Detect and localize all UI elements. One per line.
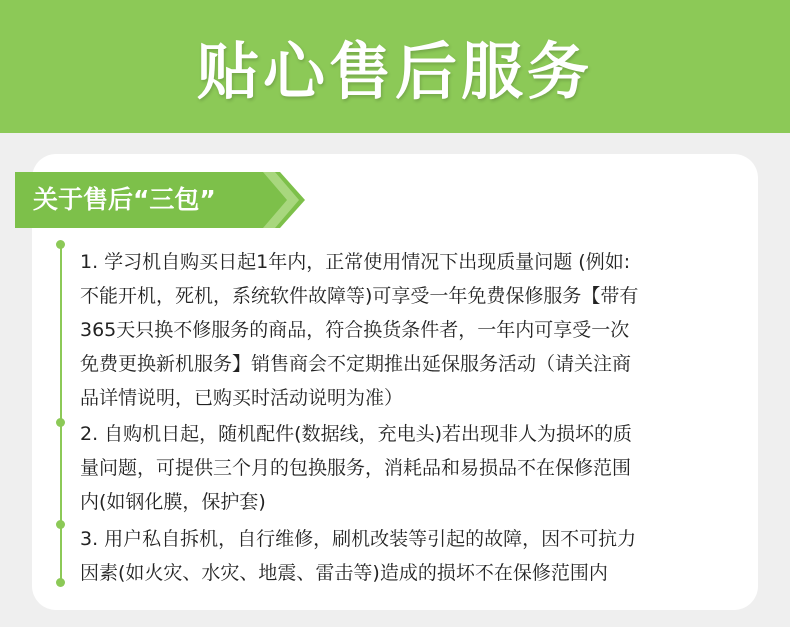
item-line: 量问题，可提供三个月的包换服务，消耗品和易损品不在保修范围 — [80, 457, 632, 479]
timeline-dot — [56, 240, 65, 249]
section-badge — [15, 172, 305, 228]
item-line: 因素(如火灾、水灾、地震、雷击等)造成的损坏不在保修范围内 — [80, 562, 608, 584]
page-title: 贴心售后服务 — [196, 35, 593, 108]
section-badge-label: 关于售后“三包” — [33, 185, 216, 214]
timeline-dot — [56, 520, 65, 529]
timeline-dot — [56, 418, 65, 427]
item-line: 内(如钢化膜，保护套) — [80, 491, 266, 513]
item-line: 不能开机，死机，系统软件故障等)可享受一年免费保修服务【带有 — [80, 285, 639, 307]
item-line: 1. 学习机自购买日起1年内，正常使用情况下出现质量问题 (例如: — [80, 251, 631, 273]
item-line: 免费更换新机服务】销售商会不定期推出延保服务活动（请关注商 — [80, 353, 632, 375]
list-item — [80, 522, 750, 590]
item-line: 365天只换不修服务的商品，符合换货条件者，一年内可享受一次 — [80, 319, 630, 341]
list-item — [80, 417, 750, 519]
list-item — [80, 245, 750, 415]
item-line: 2. 自购机日起，随机配件(数据线，充电头)若出现非人为损坏的质 — [80, 423, 632, 445]
timeline-line — [60, 244, 62, 582]
header-banner — [0, 0, 790, 133]
item-line: 3. 用户私自拆机，自行维修，刷机改装等引起的故障，因不可抗力 — [80, 528, 637, 550]
timeline-dot — [56, 578, 65, 587]
item-line: 品详情说明，已购买时活动说明为准） — [80, 387, 404, 409]
